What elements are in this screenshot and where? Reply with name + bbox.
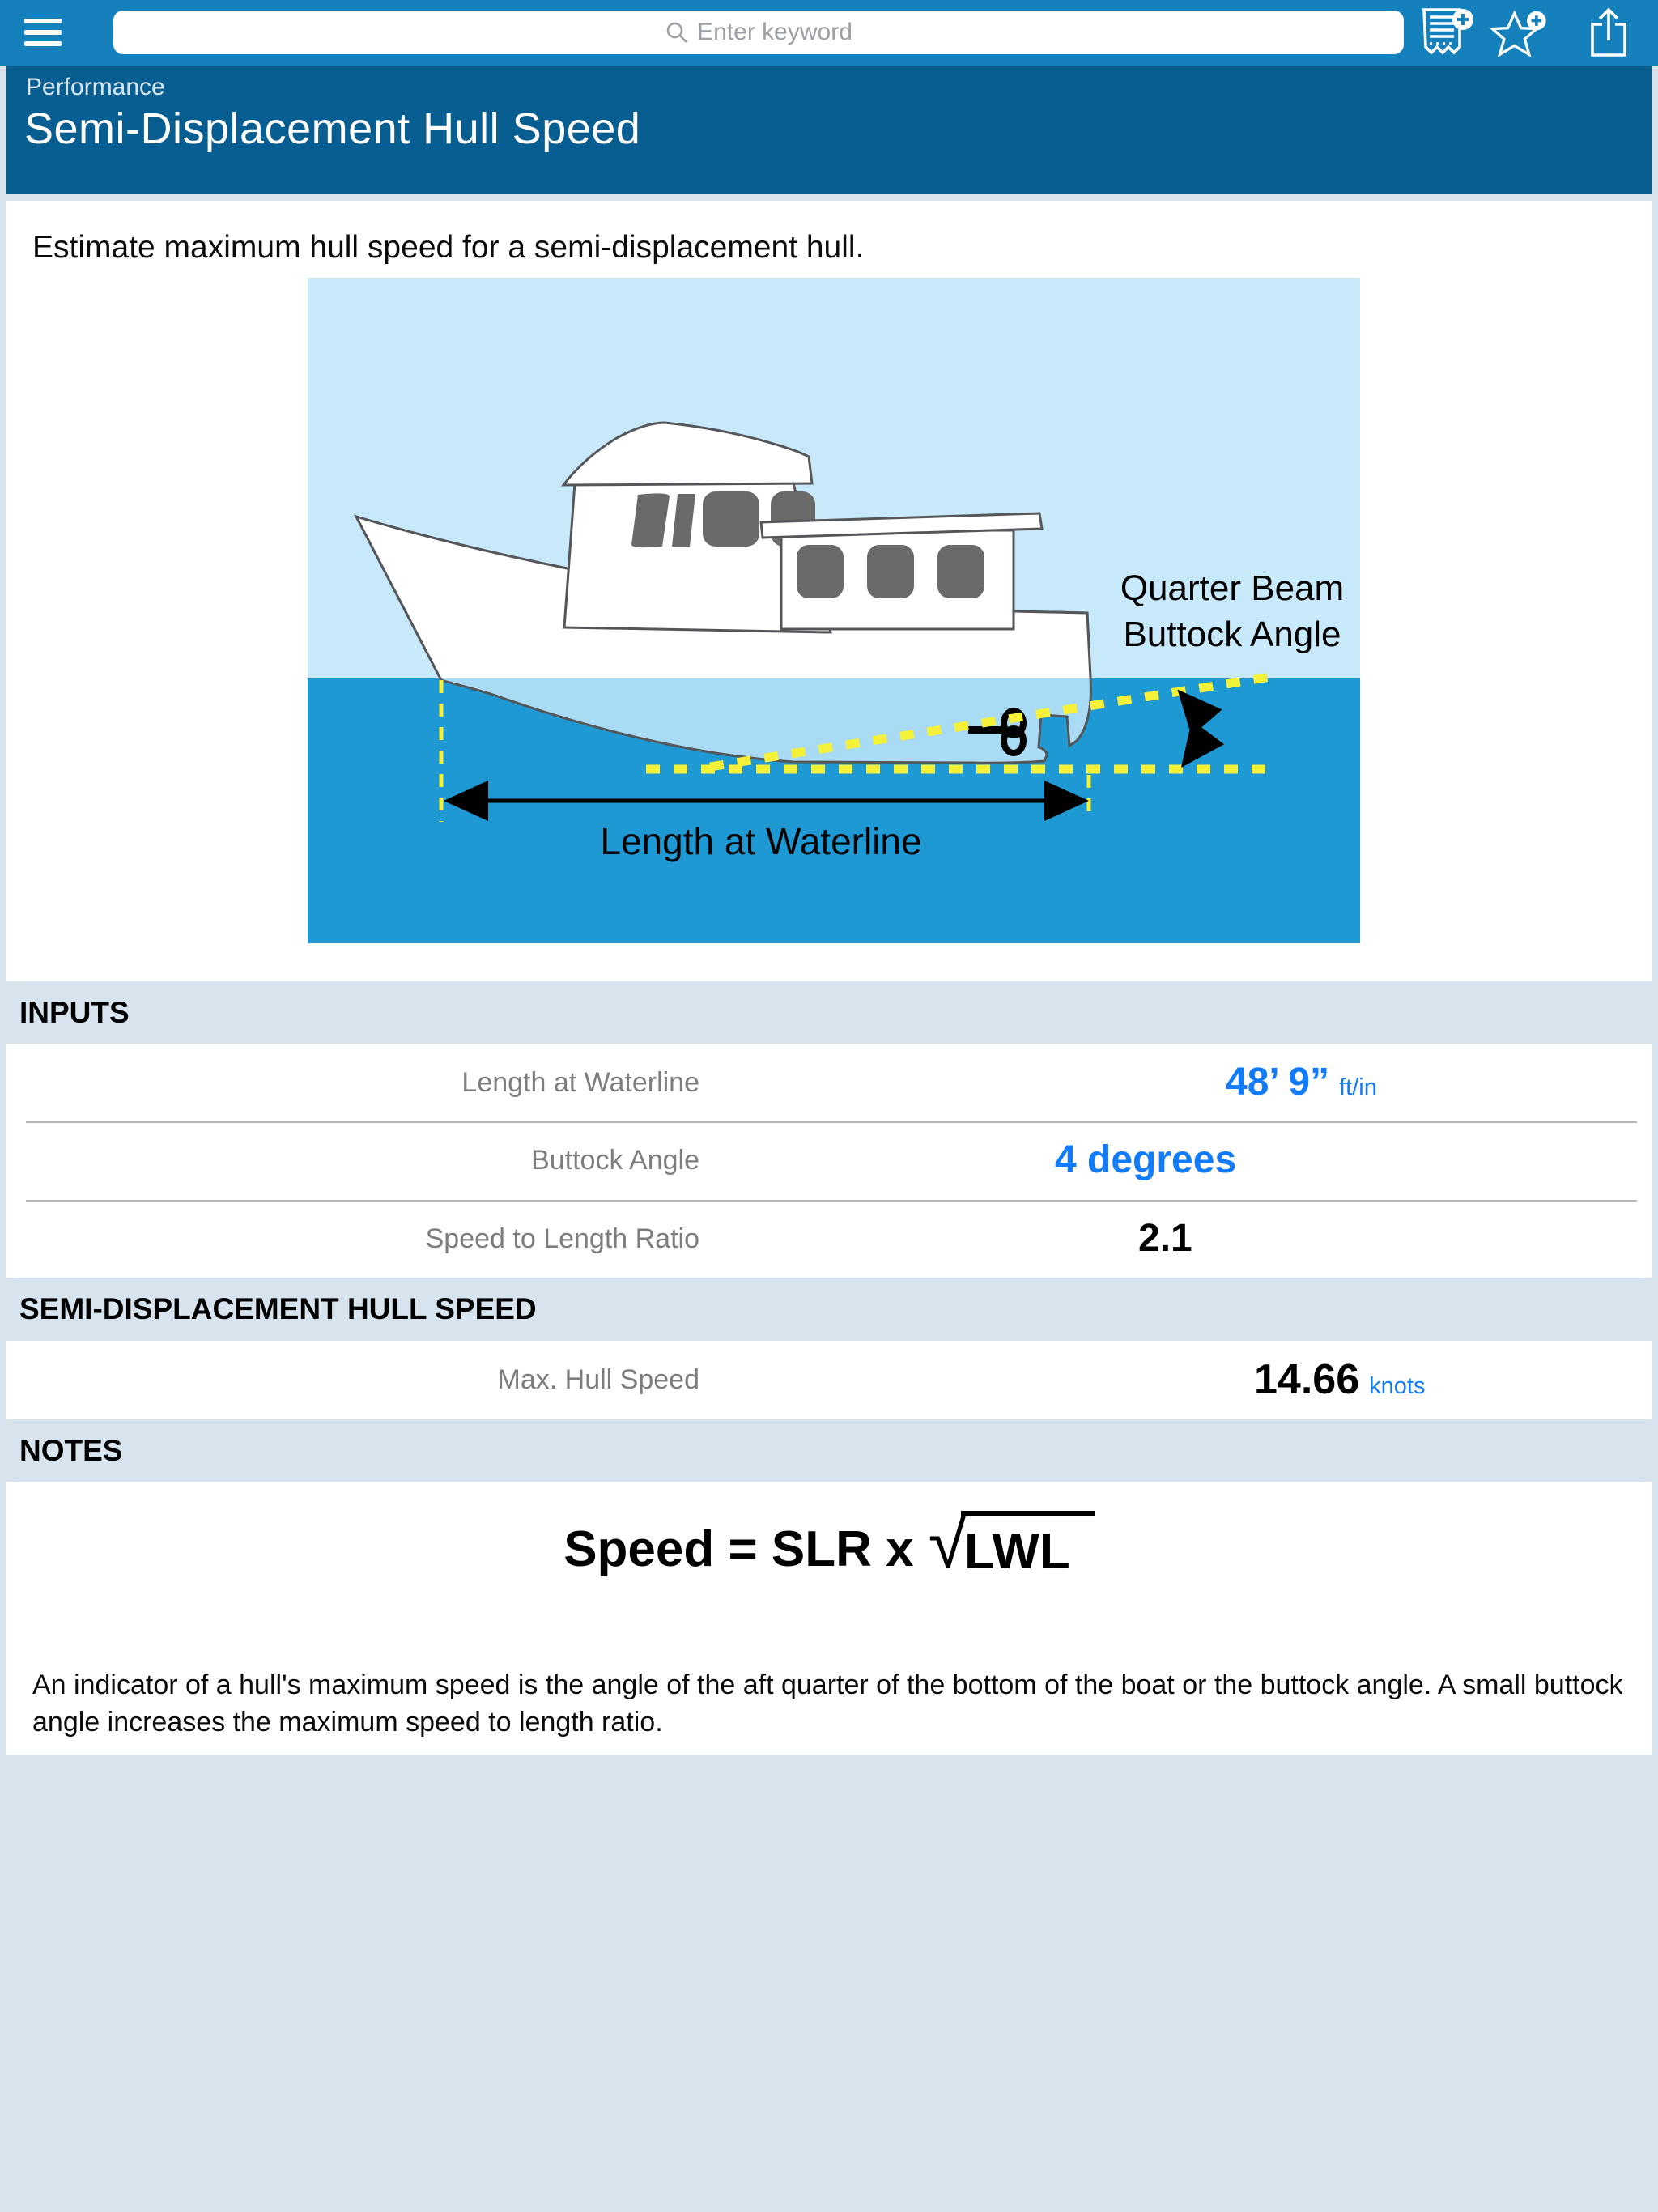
notes-section-header: NOTES [19, 1433, 123, 1467]
propeller-shaft [968, 726, 1004, 734]
square-root-sign: √ [928, 1503, 967, 1583]
input-value: 2.1 [1138, 1217, 1192, 1260]
wheelhouse-window [703, 491, 759, 547]
input-unit: ft/in [1339, 1074, 1377, 1100]
notes-card [6, 1482, 1652, 1755]
input-value-slr[interactable] [1138, 1200, 1192, 1278]
result-section-header: SEMI-DISPLACEMENT HULL SPEED [19, 1292, 537, 1325]
description-card [6, 201, 1652, 981]
quarter-beam-label-line1: Quarter Beam [1120, 568, 1345, 608]
page-title: Semi-Displacement Hull Speed [24, 104, 641, 153]
result-card [6, 1341, 1652, 1419]
input-row-length-at-waterline [6, 1044, 1652, 1121]
input-row-speed-to-length-ratio [6, 1200, 1652, 1278]
page-header [6, 66, 1652, 194]
hull-speed-formula [6, 1503, 1652, 1583]
menu-icon[interactable] [24, 19, 62, 48]
aft-cabin-window [937, 545, 984, 598]
aft-cabin-window [867, 545, 914, 598]
aft-cabin-window [797, 545, 844, 598]
quarter-beam-label-line2: Buttock Angle [1123, 615, 1341, 654]
description-text: Estimate maximum hull speed for a semi-displacement hull. [32, 230, 865, 265]
search-input[interactable] [113, 11, 1404, 54]
top-toolbar [0, 0, 1658, 66]
notes-text: An indicator of a hull's maximum speed is the angle of the aft quarter of the bottom of the boat or the buttock angle. A small buttock angle increases the maximum speed to length ratio. [32, 1670, 1623, 1738]
input-value: 48’ 9” [1226, 1061, 1330, 1104]
formula-lhs: Speed = SLR x [563, 1521, 914, 1577]
input-value-length[interactable] [1226, 1044, 1377, 1121]
inputs-section-header: INPUTS [19, 995, 130, 1029]
search-placeholder: Enter keyword [697, 19, 852, 45]
result-unit: knots [1369, 1373, 1426, 1399]
breadcrumb: Performance [26, 74, 165, 100]
share-icon[interactable] [1577, 7, 1640, 59]
input-value: 4 degrees [1055, 1138, 1237, 1181]
input-label: Length at Waterline [461, 1066, 699, 1098]
result-value: 14.66 [1254, 1356, 1360, 1403]
add-note-icon[interactable] [1415, 7, 1478, 59]
length-at-waterline-label: Length at Waterline [600, 820, 922, 862]
input-label: Speed to Length Ratio [425, 1223, 699, 1254]
result-label: Max. Hull Speed [497, 1364, 699, 1395]
hull-diagram [308, 278, 1360, 943]
input-row-buttock-angle [6, 1121, 1652, 1199]
search-icon [665, 20, 689, 45]
inputs-card [6, 1044, 1652, 1278]
input-label: Buttock Angle [531, 1144, 699, 1176]
input-value-buttock-angle[interactable] [1055, 1121, 1236, 1199]
add-favorite-icon[interactable] [1488, 7, 1551, 59]
result-value-group [1254, 1341, 1425, 1419]
formula-radicand: LWL [961, 1511, 1095, 1580]
